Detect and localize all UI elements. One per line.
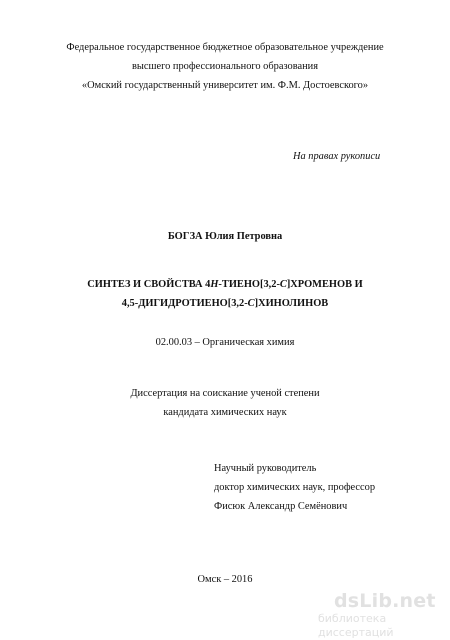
thesis-title-line-1 — [0, 278, 450, 291]
manuscript-rights-note: На правах рукописи — [293, 151, 381, 162]
advisor-name: Фисюк Александр Семёнович — [214, 501, 348, 512]
title-text: ]ХРОМЕНОВ И — [286, 279, 363, 290]
city-year: Омск – 2016 — [197, 574, 253, 585]
title-italic-c: C — [247, 298, 255, 309]
title-italic-h: Н — [210, 279, 219, 290]
watermark-caption: библиотека диссертаций — [318, 612, 394, 639]
organization-line-1: Федеральное государственное бюджетное образовательное учреждение — [66, 42, 384, 53]
organization-line-3: «Омский государственный университет им. Ф.М. Достоевского» — [81, 80, 369, 91]
advisor-credentials: доктор химических наук, профессор — [214, 482, 376, 493]
author-name: БОГЗА Юлия Петровна — [167, 231, 283, 242]
thesis-title-line-2 — [0, 297, 450, 310]
title-text: ]ХИНОЛИНОВ — [254, 298, 329, 309]
organization-line-2: высшего профессионального образования — [132, 61, 318, 72]
title-text: 4,5-ДИГИДРОТИЕНО[3,2- — [121, 298, 248, 309]
advisor-role: Научный руководитель — [214, 463, 317, 474]
watermark-logo: dsLib.net — [334, 590, 436, 612]
dslib-watermark — [318, 590, 448, 639]
title-text: СИНТЕЗ И СВОЙСТВА 4 — [87, 279, 211, 290]
title-italic-c: C — [279, 279, 287, 290]
specialty-code: 02.00.03 – Органическая химия — [155, 337, 295, 348]
degree-line-2: кандидата химических наук — [163, 407, 287, 418]
degree-line-1: Диссертация на соискание ученой степени — [130, 388, 320, 399]
title-text: -ТИЕНО[3,2- — [218, 279, 280, 290]
